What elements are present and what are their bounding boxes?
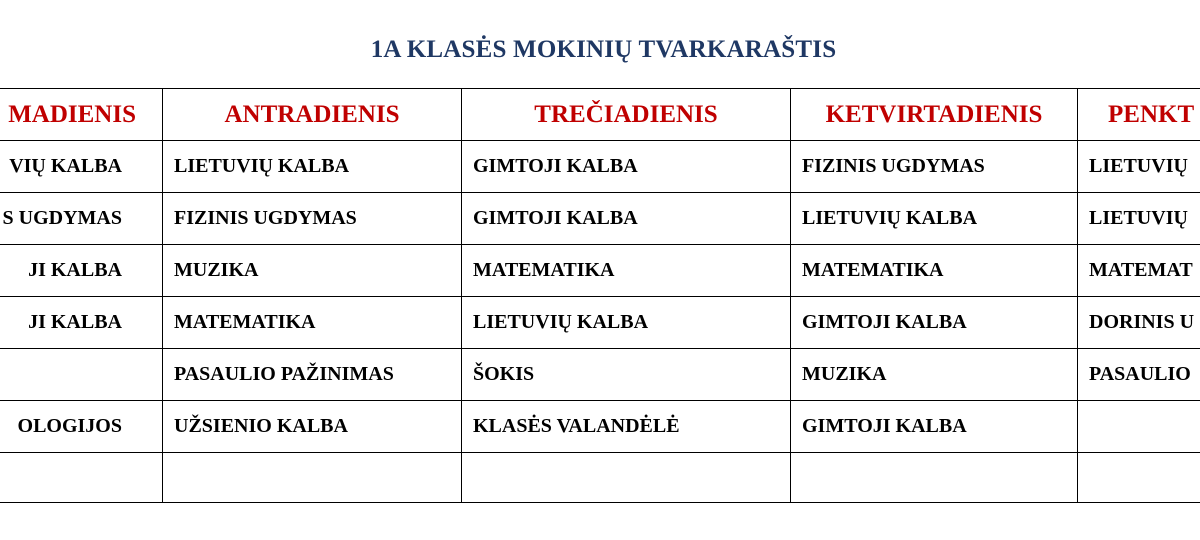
lesson-cell: GIMTOJI KALBA	[802, 415, 967, 437]
day-header: TREČIADIENIS	[534, 100, 718, 128]
lesson-cell: PASAULIO PAŽINIMAS	[174, 363, 394, 385]
lesson-cell: GIMTOJI KALBA	[473, 155, 638, 177]
lesson-cell: UŽSIENIO KALBA	[174, 415, 348, 437]
lesson-cell: LIETUVIŲ KALBA	[802, 207, 978, 229]
lesson-cell: OLOGIJOS	[17, 415, 122, 437]
lesson-cell: FIZINIS UGDYMAS	[802, 155, 985, 177]
lesson-cell: JI KALBA	[28, 311, 122, 333]
day-header: MADIENIS	[8, 100, 136, 128]
lesson-cell: LIETUVIŲ KALBA	[473, 311, 649, 333]
day-header: ANTRADIENIS	[224, 100, 400, 128]
table-column-border	[790, 88, 791, 503]
lesson-cell: KLASĖS VALANDĖLĖ	[473, 415, 680, 437]
lesson-cell: LIETUVIŲ	[1089, 155, 1188, 177]
lesson-cell: S UGDYMAS	[2, 207, 122, 229]
lesson-cell: MUZIKA	[802, 363, 887, 385]
lesson-cell: GIMTOJI KALBA	[802, 311, 967, 333]
lesson-cell: VIŲ KALBA	[9, 155, 122, 177]
lesson-cell: LIETUVIŲ	[1089, 207, 1188, 229]
lesson-cell: GIMTOJI KALBA	[473, 207, 638, 229]
page-title: 1A KLASĖS MOKINIŲ TVARKARAŠTIS	[370, 36, 837, 63]
lesson-cell: ŠOKIS	[473, 363, 535, 385]
day-header: PENKT	[1108, 100, 1195, 128]
lesson-cell	[0, 453, 122, 502]
lesson-cell	[473, 453, 790, 502]
lesson-cell: MATEMATIKA	[174, 311, 316, 333]
lesson-cell	[0, 349, 122, 400]
table-column-border	[162, 88, 163, 503]
lesson-cell: MUZIKA	[174, 259, 259, 281]
day-header: KETVIRTADIENIS	[825, 100, 1043, 128]
lesson-cell: LIETUVIŲ KALBA	[174, 155, 350, 177]
table-row-border	[0, 502, 1200, 503]
table-column-border	[461, 88, 462, 503]
lesson-cell	[802, 453, 1077, 502]
lesson-cell	[1089, 401, 1200, 452]
lesson-cell: PASAULIO	[1089, 363, 1191, 385]
lesson-cell: FIZINIS UGDYMAS	[174, 207, 357, 229]
lesson-cell: JI KALBA	[28, 259, 122, 281]
table-column-border	[1077, 88, 1078, 503]
lesson-cell: DORINIS U	[1089, 311, 1195, 333]
lesson-cell: MATEMATIKA	[473, 259, 615, 281]
lesson-cell	[174, 453, 461, 502]
lesson-cell	[1089, 453, 1200, 502]
lesson-cell: MATEMAT	[1089, 259, 1193, 281]
lesson-cell: MATEMATIKA	[802, 259, 944, 281]
